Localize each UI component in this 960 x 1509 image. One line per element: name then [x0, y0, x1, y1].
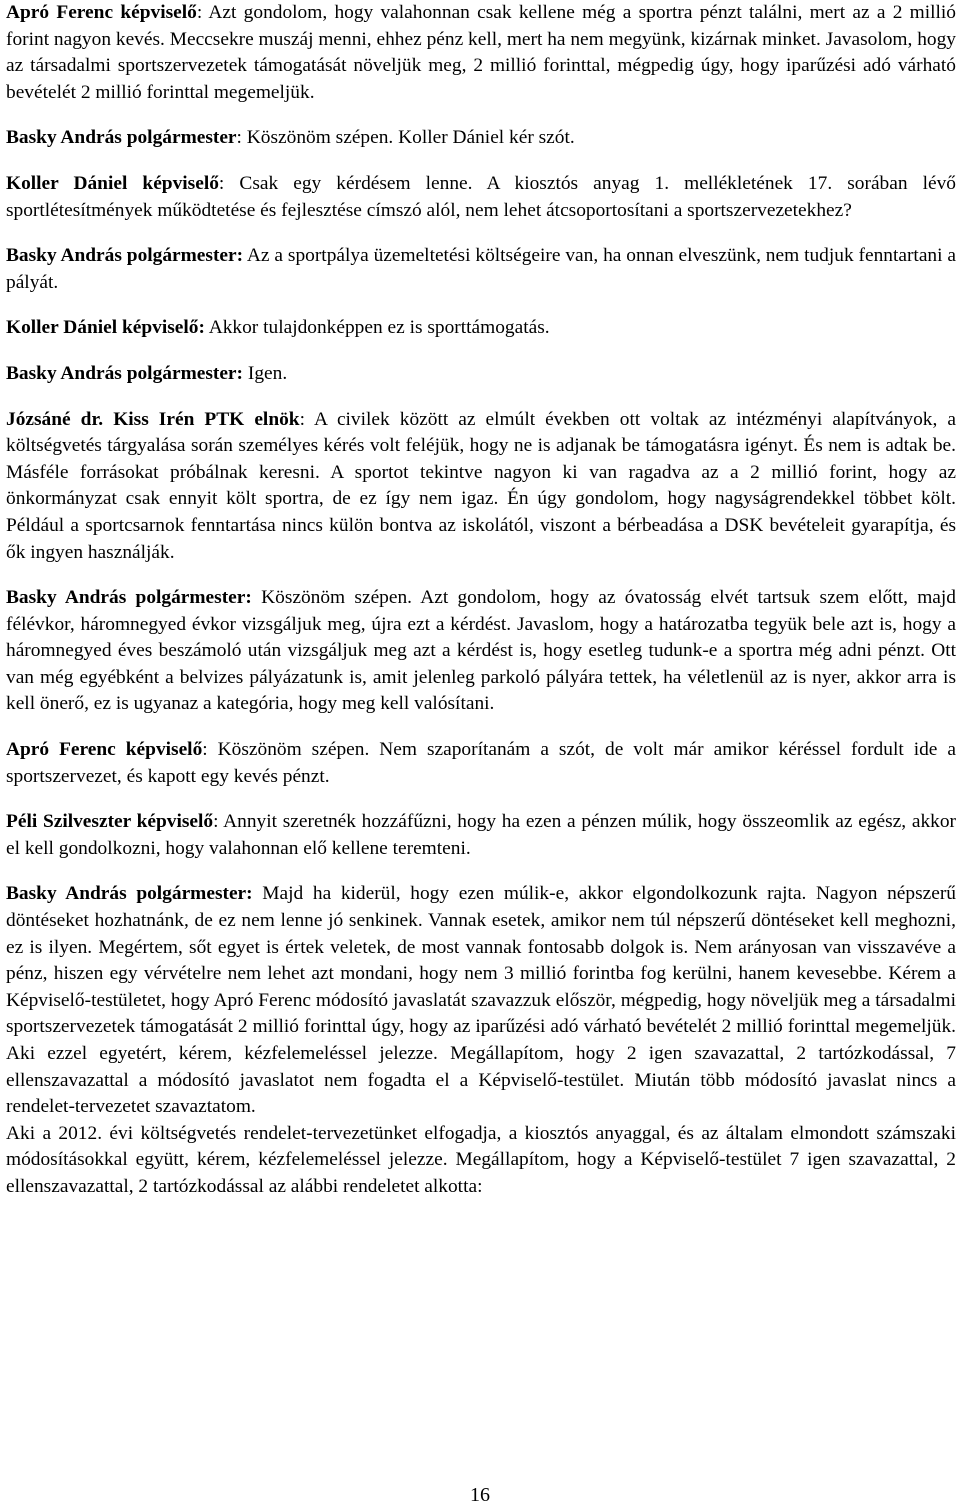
paragraph-koller-1 — [6, 171, 956, 224]
paragraph-text: Igen. — [247, 362, 288, 384]
speaker-separator — [253, 883, 263, 904]
paragraph-text: Annyit szeretnék hozzáfűzni, hogy ha ezen a pénzen múlik, hogy összeomlik az egész, akkor el kell gondolkozni, hogy valahonnan elő kellene teremteni. — [6, 811, 957, 859]
paragraph-text: Köszönöm szépen. Azt gondolom, hogy az óvatosság elvét tartsuk szem előtt, majd félévkor, háromnegyed évkor vizsgáljuk meg, újra ezt a kérdést. Javaslom, hogy a határozatba tegyük bele azt is, hogy a háromnegyed éves beszámoló után vizsgáljuk meg azt a kérdést is, hogy esetleg tudunk-e a sportra még adni pénzt. Ott van még egyébként a belvizes pályázatunk is, amit jelenleg parkoló pályára tettek, ha véletlenül az is nyer, akkor arra is kell önerő, ez is ugyanaz a kategória, hogy meg kell valósítani. — [6, 587, 956, 715]
paragraph-peli-1 — [6, 809, 956, 862]
speaker-name: Basky András polgármester: — [6, 883, 253, 905]
paragraph-basky-2 — [6, 243, 956, 296]
speaker-name: Basky András polgármester: — [6, 587, 252, 609]
speaker-name: Basky András polgármester: — [6, 362, 243, 384]
speaker-name: Péli Szilveszter képviselő — [6, 811, 214, 833]
paragraph-kiss-1 — [6, 407, 956, 567]
speaker-separator: : — [236, 127, 247, 149]
paragraph-text: Csak egy kérdésem lenne. A kiosztós anyag 1. mellékletének 17. sorában lévő sportlétesítmények működtetése és fejlesztése címszó alól, nem lehet átcsoportosítani a sportszervezetekhez? — [6, 172, 956, 221]
speaker-name: Apró Ferenc képviselő — [6, 739, 203, 761]
paragraph-text: Az a sportpálya üzemeltetési költségeire van, ha onnan elveszünk, nem tudjuk fenntartani a pályát. — [6, 245, 957, 293]
paragraph-basky-4 — [6, 585, 956, 718]
paragraph-budget-vote — [6, 1121, 956, 1201]
paragraph-basky-1 — [6, 125, 956, 152]
paragraph-apro-1 — [6, 0, 956, 106]
speaker-name: Basky András polgármester: — [6, 245, 244, 267]
speaker-separator: : — [299, 408, 314, 430]
paragraph-text: Majd ha kiderül, hogy ezen múlik-e, akkor elgondolkozunk rajta. Nagyon népszerű döntéseket hozhatnánk, de ez nem lenne jó senkinek. Vannak esetek, amikor nem túl népszerű döntéseket kell meghozni, ez is ilyen. Megértem, sőt egyet is értek veletek, de most vannak fontosabb dolgok is. Nem arányosan van visszavéve a pénz, hiszen egy vérvételre nem lehet azt mondani, hogy nem 3 millió forintba fog kerülni, hanem kevesebbe. Kérem a Képviselő-testületet, hogy Apró Ferenc módosító javaslatát szavazzuk először, mégpedig, hogy növeljük meg a társadalmi sportszervezetek támogatását 2 millió forinttal úgy, hogy az iparűzési adó várható bevételét 2 millió forinttal megemeljük. Aki ezzel egyetért, kérem, kézfelemeléssel jelezze. Megállapítom, hogy 2 igen szavazattal, 2 tartózkodással, 7 ellenszavazattal a módosító javaslatot nem fogadta el a Képviselő-testület. Miután több módosító javaslat nincs a rendelet-tervezetet szavaztatom. — [6, 883, 957, 1118]
paragraph-text: Azt gondolom, hogy valahonnan csak kellene még a sportra pénzt találni, mert az a 2 millió forint nagyon kevés. Meccsekre muszáj menni, ehhez pénz kell, mert ha nem megyünk, kizárnak minket. Javasolom, hogy az társadalmi sportszervezetek támogatását növeljük meg, 2 millió forinttal, mégpedig úgy, hogy iparűzési adó várható bevételét 2 millió forinttal megemeljük. — [6, 2, 957, 103]
speaker-separator — [252, 587, 261, 608]
paragraph-text: Köszönöm szépen. Nem szaporítanám a szót, de volt már amikor kéréssel fordult ide a sportszervezet, és kapott egy kevés pénzt. — [6, 739, 956, 787]
speaker-name: Apró Ferenc képviselő — [6, 2, 197, 23]
paragraph-text: Akkor tulajdonképpen ez is sporttámogatás. — [208, 317, 550, 339]
paragraph-basky-3 — [6, 361, 956, 388]
paragraph-text: A civilek között az elmúlt években ott voltak az intézményi alapítványok, a költségvetés tárgyalása során személyes kérés volt feléjük, hogy ne is adjanak be támogatásra igényt. És nem is adtak be. Másféle forrásokat próbálnak keresni. A sportot tekintve nagyon ki van ragadva az a 2 millió forint, hogy az önkormányzat csak ennyit költ sportra, de ez így nem igaz. Én úgy gondolom, hogy nagyságrendekkel többet költ. Például a sportcsarnok fenntartása nincs külön bontva az iskolától, viszont a bérbeadása a DSK bevételeit gyarapítja, és ők ingyen használják. — [6, 408, 956, 563]
speaker-separator: : — [218, 172, 240, 194]
paragraph-apro-2 — [6, 737, 956, 790]
speaker-separator: : — [196, 2, 209, 23]
speaker-name: Józsáné dr. Kiss Irén PTK elnök — [6, 408, 300, 430]
speaker-name: Basky András polgármester — [6, 127, 237, 149]
speaker-separator: : — [213, 811, 224, 833]
paragraph-basky-5 — [6, 881, 956, 1120]
paragraph-text: Aki a 2012. évi költségvetés rendelet-tervezetünket elfogadja, a kiosztós anyaggal, és az általam elmondott számszaki módosításokkal együtt, kérem, kézfelemeléssel jelezze. Megállapítom, hogy a Képviselő-testület 7 igen szavazattal, 2 ellenszavazattal, 2 tartózkodással az alábbi rendeletet alkotta: — [6, 1122, 956, 1197]
speaker-name: Koller Dániel képviselő: — [6, 317, 205, 339]
speaker-name: Koller Dániel képviselő — [6, 172, 219, 194]
document-body — [6, 0, 956, 1201]
paragraph-text: Köszönöm szépen. Koller Dániel kér szót. — [246, 127, 575, 149]
page-number: 16 — [470, 1484, 490, 1506]
paragraph-koller-2 — [6, 315, 956, 342]
speaker-separator: : — [202, 739, 218, 761]
